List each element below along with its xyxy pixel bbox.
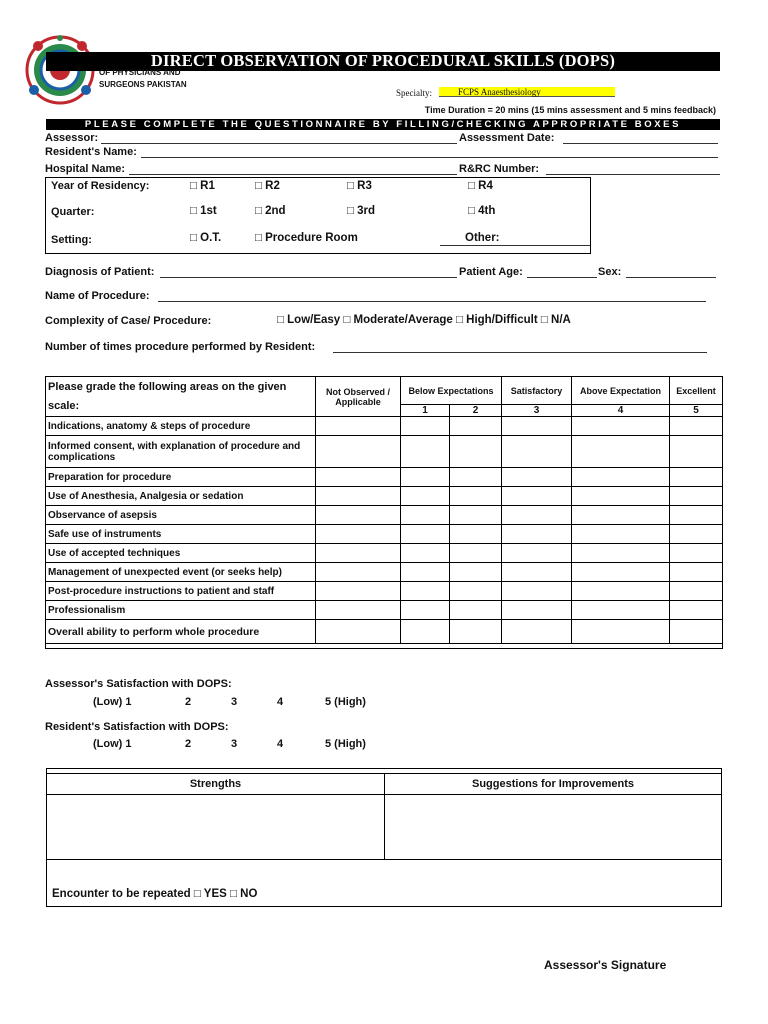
assessor-scale-2[interactable]: 2 (185, 696, 192, 708)
complexity-options[interactable]: □ Low/Easy □ Moderate/Average □ High/Difficult □ N/A (277, 314, 571, 326)
assessor-scale-3[interactable]: 3 (231, 696, 238, 708)
area-label: Professionalism (46, 601, 316, 620)
grading-prompt-line2: scale: (48, 399, 80, 412)
grade-cell[interactable] (401, 417, 450, 436)
r2-checkbox[interactable]: □ R2 (255, 180, 280, 192)
procedure-name-label: Name of Procedure: (45, 290, 150, 302)
grade-cell[interactable] (502, 563, 572, 582)
grading-table (45, 376, 723, 649)
scale-number: 5 (670, 405, 723, 417)
patient-age-label: Patient Age: (459, 266, 523, 278)
grade-cell[interactable] (316, 417, 401, 436)
table-row (46, 620, 723, 644)
assessment-date-label: Assessment Date: (459, 132, 555, 144)
grade-cell[interactable] (316, 620, 401, 644)
suggestions-header: Suggestions for Improvements (385, 774, 722, 795)
grade-cell[interactable] (572, 582, 670, 601)
area-label: Safe use of instruments (46, 525, 316, 544)
grade-cell[interactable] (502, 544, 572, 563)
table-row (46, 544, 723, 563)
grade-cell[interactable] (572, 417, 670, 436)
specialty-label: Specialty: (396, 88, 432, 98)
grade-cell[interactable] (401, 468, 450, 487)
grade-cell[interactable] (316, 506, 401, 525)
grading-prompt-line1: Please grade the following areas on the given (48, 380, 287, 393)
area-label: Indications, anatomy & steps of procedure (46, 417, 316, 436)
rrc-number-field[interactable] (546, 174, 720, 175)
grade-cell[interactable] (401, 601, 450, 620)
grade-cell[interactable] (572, 544, 670, 563)
table-row (46, 525, 723, 544)
scale-number: 2 (450, 405, 502, 417)
grade-cell[interactable] (670, 417, 723, 436)
diagnosis-label: Diagnosis of Patient: (45, 266, 155, 278)
table-row (46, 601, 723, 620)
grade-cell[interactable] (450, 544, 502, 563)
area-label: Use of accepted techniques (46, 544, 316, 563)
table-footer-spacer (46, 644, 723, 649)
grade-cell[interactable] (401, 620, 450, 644)
grade-cell[interactable] (502, 601, 572, 620)
quarter-3rd-checkbox[interactable]: □ 3rd (347, 205, 376, 217)
grade-cell[interactable] (401, 544, 450, 563)
grade-cell[interactable] (450, 601, 502, 620)
assessor-scale-low[interactable]: (Low) 1 (93, 696, 132, 708)
table-row (46, 487, 723, 506)
grade-cell[interactable] (450, 620, 502, 644)
grade-cell[interactable] (502, 417, 572, 436)
grade-cell[interactable] (572, 436, 670, 468)
grade-cell[interactable] (572, 525, 670, 544)
quarter-label: Quarter: (51, 206, 95, 218)
grade-cell[interactable] (670, 563, 723, 582)
table-row (46, 582, 723, 601)
grade-cell[interactable] (316, 601, 401, 620)
grade-cell[interactable] (316, 544, 401, 563)
setting-ot-checkbox[interactable]: □ O.T. (190, 232, 222, 244)
strengths-input[interactable] (47, 795, 385, 860)
table-row (46, 468, 723, 487)
resident-name-label: Resident's Name: (45, 146, 137, 158)
col-above-expectation: Above Expectation (572, 377, 670, 405)
grade-cell[interactable] (450, 417, 502, 436)
grade-cell[interactable] (502, 436, 572, 468)
strengths-header: Strengths (47, 774, 385, 795)
area-label: Observance of asepsis (46, 506, 316, 525)
grade-cell[interactable] (670, 506, 723, 525)
scale-number: 4 (572, 405, 670, 417)
area-label: Management of unexpected event (or seeks help) (46, 563, 316, 582)
encounter-repeat-field[interactable]: Encounter to be repeated □ YES □ NO (47, 860, 722, 907)
col-not-observed: Not Observed / Applicable (316, 377, 401, 417)
table-row (46, 417, 723, 436)
other-field[interactable] (440, 245, 590, 246)
resident-scale-3[interactable]: 3 (231, 738, 238, 750)
resident-scale-4[interactable]: 4 (277, 738, 284, 750)
grade-cell[interactable] (670, 525, 723, 544)
specialty-field[interactable]: FCPS Anaesthesiology (439, 87, 615, 97)
grade-cell[interactable] (670, 620, 723, 644)
rrc-number-label: R&RC Number: (459, 163, 540, 175)
setting-procedure-room-checkbox[interactable]: □ Procedure Room (255, 232, 358, 244)
table-row (46, 506, 723, 525)
grade-cell[interactable] (316, 487, 401, 506)
hospital-name-field[interactable] (129, 174, 457, 175)
table-row (46, 563, 723, 582)
resident-scale-high[interactable]: 5 (High) (325, 738, 366, 750)
procedure-name-field[interactable] (158, 301, 706, 302)
grade-cell[interactable] (572, 506, 670, 525)
grade-cell[interactable] (401, 563, 450, 582)
resident-satisfaction-label: Resident's Satisfaction with DOPS: (45, 721, 229, 733)
grade-cell[interactable] (670, 436, 723, 468)
grade-cell[interactable] (401, 487, 450, 506)
grade-cell[interactable] (450, 563, 502, 582)
grade-cell[interactable] (401, 525, 450, 544)
other-label: Other: (465, 232, 500, 244)
assessor-field[interactable] (101, 143, 457, 144)
scale-number: 3 (502, 405, 572, 417)
grade-cell[interactable] (316, 563, 401, 582)
diagnosis-field[interactable] (160, 277, 457, 278)
grade-cell[interactable] (401, 506, 450, 525)
grade-cell[interactable] (572, 563, 670, 582)
area-label: Preparation for procedure (46, 468, 316, 487)
college-name (99, 67, 187, 91)
table-row (46, 436, 723, 468)
grade-cell[interactable] (572, 601, 670, 620)
r3-checkbox[interactable]: □ R3 (347, 180, 372, 192)
college-name-line2: SURGEONS PAKISTAN (99, 80, 187, 89)
grade-cell[interactable] (450, 525, 502, 544)
grade-cell[interactable] (450, 487, 502, 506)
sex-field[interactable] (626, 277, 716, 278)
grade-cell[interactable] (450, 436, 502, 468)
grade-cell[interactable] (316, 582, 401, 601)
grade-cell[interactable] (502, 487, 572, 506)
resident-scale-low[interactable]: (Low) 1 (93, 738, 132, 750)
grade-cell[interactable] (572, 487, 670, 506)
grade-cell[interactable] (316, 525, 401, 544)
page-title: DIRECT OBSERVATION OF PROCEDURAL SKILLS (DOPS) (150, 51, 616, 70)
grade-cell[interactable] (670, 601, 723, 620)
grade-cell[interactable] (670, 487, 723, 506)
grading-prompt (46, 377, 316, 417)
setting-label: Setting: (51, 234, 92, 246)
area-label: Overall ability to perform whole procedure (46, 620, 316, 644)
grade-cell[interactable] (502, 506, 572, 525)
area-label: Post-procedure instructions to patient and staff (46, 582, 316, 601)
resident-name-field[interactable] (141, 157, 718, 158)
assessment-date-field[interactable] (563, 143, 718, 144)
grade-cell[interactable] (502, 620, 572, 644)
grade-cell[interactable] (502, 582, 572, 601)
assessor-satisfaction-label: Assessor's Satisfaction with DOPS: (45, 678, 232, 690)
quarter-4th-checkbox[interactable]: □ 4th (468, 205, 496, 217)
grade-cell[interactable] (450, 506, 502, 525)
college-name-line1: OF PHYSICIANS AND (99, 68, 181, 77)
time-duration: Time Duration = 20 mins (15 mins assessment and 5 mins feedback) (424, 105, 716, 115)
col-satisfactory: Satisfactory (502, 377, 572, 405)
grade-cell[interactable] (450, 582, 502, 601)
assessor-scale-high[interactable]: 5 (High) (325, 696, 366, 708)
r4-checkbox[interactable]: □ R4 (468, 180, 493, 192)
grade-cell[interactable] (572, 620, 670, 644)
grade-cell[interactable] (572, 468, 670, 487)
complexity-label: Complexity of Case/ Procedure: (45, 315, 212, 327)
quarter-2nd-checkbox[interactable]: □ 2nd (255, 205, 286, 217)
area-label: Informed consent, with explanation of procedure and complications (46, 436, 316, 468)
r1-checkbox[interactable]: □ R1 (190, 180, 215, 192)
suggestions-input[interactable] (385, 795, 722, 860)
col-below-expectations: Below Expectations (401, 377, 502, 405)
grade-cell[interactable] (502, 525, 572, 544)
patient-age-field[interactable] (527, 277, 597, 278)
grade-cell[interactable] (670, 582, 723, 601)
sex-label: Sex: (598, 266, 622, 278)
area-label: Use of Anesthesia, Analgesia or sedation (46, 487, 316, 506)
grade-cell[interactable] (502, 468, 572, 487)
grade-cell[interactable] (316, 436, 401, 468)
assessor-scale-4[interactable]: 4 (277, 696, 284, 708)
assessor-label: Assessor: (45, 132, 99, 144)
grade-cell[interactable] (316, 468, 401, 487)
hospital-name-label: Hospital Name: (45, 163, 126, 175)
resident-scale-2[interactable]: 2 (185, 738, 192, 750)
grade-cell[interactable] (670, 544, 723, 563)
feedback-table (46, 768, 722, 907)
assessor-signature-label: Assessor's Signature (544, 958, 667, 972)
year-of-residency-label: Year of Residency: (51, 180, 150, 192)
grade-cell[interactable] (401, 582, 450, 601)
instruction-banner: PLEASE COMPLETE THE QUESTIONNAIRE BY FILLING/CHECKING APPROPRIATE BOXES (46, 119, 720, 130)
times-performed-label: Number of times procedure performed by Resident: (45, 341, 316, 353)
scale-number: 1 (401, 405, 450, 417)
times-performed-field[interactable] (333, 352, 707, 353)
grade-cell[interactable] (401, 436, 450, 468)
grade-cell[interactable] (670, 468, 723, 487)
grade-cell[interactable] (450, 468, 502, 487)
col-excellent: Excellent (670, 377, 723, 405)
quarter-1st-checkbox[interactable]: □ 1st (190, 205, 217, 217)
